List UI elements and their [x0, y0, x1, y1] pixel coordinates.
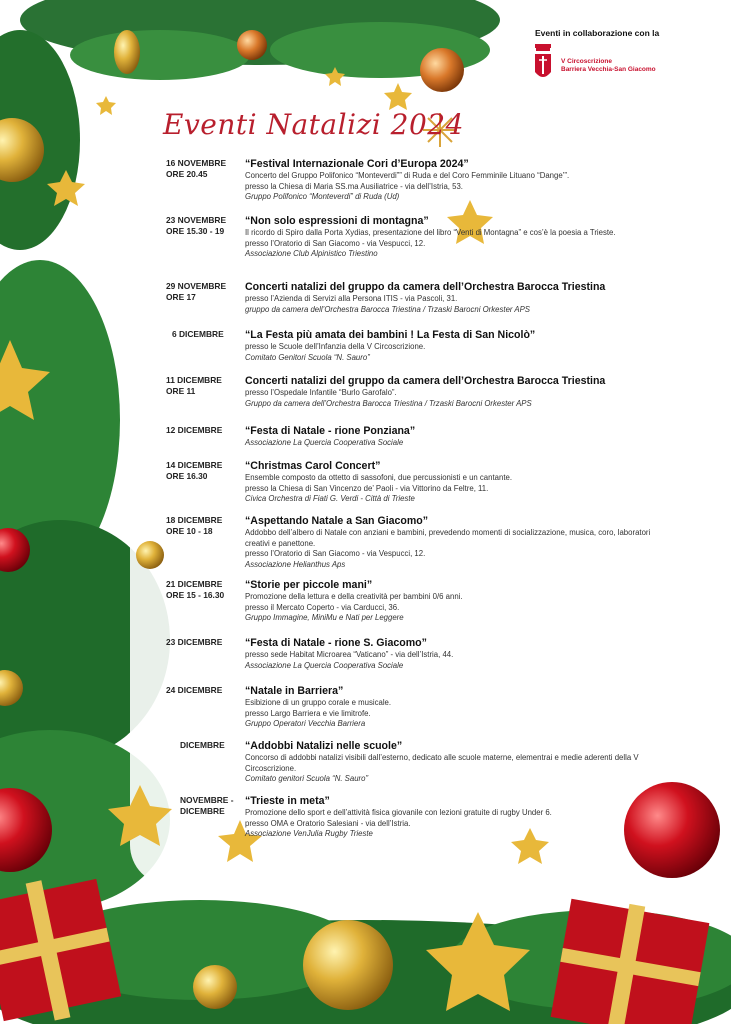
- event-description: Concorso di addobbi natalizi visibili dall’esterno, dedicato alle scuole materne, elementrai e medie aderenti della V Circoscrizione.: [245, 753, 639, 773]
- event-organizer: Gruppo Immagine, MiniMu e Nati per Leggere: [245, 613, 404, 622]
- event-date: 12 DICEMBRE: [166, 425, 223, 435]
- municipality-crest-icon: [533, 44, 553, 84]
- event-description: Esibizione di un gruppo corale e musicale. presso Largo Barriera e vie limitrofe.: [245, 698, 392, 718]
- event-title: “Non solo espressioni di montagna”: [245, 215, 429, 227]
- event-description: Concerto del Gruppo Polifonico “Monteverdi”” di Ruda e del Coro Femminile Lituano “Dange’”. presso la Chiesa di Maria SS.ma Ausiliatrice - via dell’Istria, 53.: [245, 171, 570, 191]
- event-title: “Festa di Natale - rione Ponziana”: [245, 425, 416, 437]
- event-organizer: Associazione Helianthus Aps: [245, 559, 346, 569]
- gold-ornament: [193, 965, 237, 1009]
- event-title: “Natale in Barriera”: [245, 685, 344, 697]
- event-description: Promozione della lettura e della creatività per bambini 0/6 anni. presso il Mercato Coperto - via Carducci, 36.: [245, 592, 463, 612]
- event-description: Promozione dello sport e dell’attività fisica giovanile con lezioni gratuite di rugby Under 6. presso OMA e Oratorio Salesiani - via dell’Istria.: [245, 808, 552, 828]
- event-date: 16 NOVEMBRE ORE 20.45: [166, 158, 227, 179]
- event-description: presso l’Ospedale Infantile “Burlo Garofalo”.: [245, 388, 397, 397]
- event-title: Concerti natalizi del gruppo da camera dell’Orchestra Barocca Triestina: [245, 375, 606, 387]
- gold-ornament: [114, 30, 140, 74]
- circoscrizione-name: V Circoscrizione: [561, 58, 612, 65]
- event-title: “Christmas Carol Concert”: [245, 460, 381, 472]
- event-description: presso sede Habitat Microarea “Vaticano” - via dell’Istria, 44.: [245, 650, 454, 659]
- event-title: “Trieste in meta”: [245, 795, 330, 807]
- gold-ornament: [303, 920, 393, 1010]
- collaboration-header: [533, 28, 723, 84]
- orange-ornament: [420, 48, 464, 92]
- event-organizer: Associazione Club Alpinistico Triestino: [245, 249, 378, 258]
- event-date: DICEMBRE: [180, 740, 225, 750]
- event-organizer: Gruppo Operatori Vecchia Barriera: [245, 719, 366, 728]
- gold-ornament: [136, 541, 164, 569]
- event-title: “Festa di Natale - rione S. Giacomo”: [245, 637, 427, 649]
- event-title: “La Festa più amata dei bambini ! La Festa di San Nicolò”: [245, 329, 536, 341]
- event-title: “Festival Internazionale Cori d’Europa 2024”: [245, 158, 469, 170]
- event-date: 21 DICEMBRE ORE 15 - 16.30: [166, 579, 225, 600]
- event-organizer: Gruppo Polifonico “Monteverdi” di Ruda (Ud): [245, 192, 400, 201]
- event-description: Ensemble composto da ottetto di sassofoni, due percussionisti e un cantante. presso la Chiesa di San Vincenzo de’ Paoli - via Vittorino da Feltre, 11.: [245, 473, 512, 493]
- event-date: 6 DICEMBRE: [172, 329, 224, 339]
- event-title: “Addobbi Natalizi nelle scuole”: [245, 740, 403, 752]
- event-date: 18 DICEMBRE ORE 10 - 18: [166, 515, 223, 536]
- event-description: Addobbo dell’albero di Natale con anziani e bambini, prevedendo momenti di socializzazione, musica, coro, laboratori creativi e panettone. presso l’Oratorio di San Giacomo - via Vespucci, 12.: [245, 528, 651, 558]
- event-description: presso le Scuole dell’Infanzia della V Circoscrizione.: [245, 342, 426, 351]
- event-date: NOVEMBRE - DICEMBRE: [180, 795, 234, 816]
- event-organizer: Civica Orchestra di Fiati G. Verdi - Città di Trieste: [245, 494, 415, 503]
- event-organizer: Associazione La Quercia Cooperativa Sociale: [245, 438, 404, 447]
- event-description: Il ricordo di Spiro dalla Porta Xydias, presentazione del libro “Venti di Montagna” e cos’è la poesia a Trieste. presso l’Oratorio di San Giacomo - via Vespucci, 12.: [245, 228, 616, 248]
- orange-ornament: [237, 30, 267, 60]
- event-title: “Storie per piccole mani”: [245, 579, 373, 591]
- circoscrizione-area: Barriera Vecchia-San Giacomo: [561, 66, 656, 73]
- event-date: 24 DICEMBRE: [166, 685, 223, 695]
- event-organizer: Comitato Genitori Scuola “N. Sauro”: [245, 352, 370, 362]
- event-date: 23 DICEMBRE: [166, 637, 223, 647]
- event-date: 23 NOVEMBRE ORE 15.30 - 19: [166, 215, 227, 236]
- event-date: 29 NOVEMBRE ORE 17: [166, 281, 227, 302]
- collaboration-label: Eventi in collaborazione con la: [535, 28, 660, 38]
- event-organizer: Gruppo da camera dell’Orchestra Barocca Triestina / Trzaski Barocni Orkester APS: [245, 398, 532, 408]
- event-organizer: gruppo da camera dell’Orchestra Barocca Triestina / Trzaski Barocni Orkester APS: [245, 304, 530, 314]
- event-organizer: Comitato genitori Scuola “N. Sauro”: [245, 774, 369, 783]
- page-title: Eventi Natalizi 2024: [163, 108, 464, 141]
- event-organizer: Associazione VenJulia Rugby Trieste: [245, 829, 373, 838]
- event-title: Concerti natalizi del gruppo da camera dell’Orchestra Barocca Triestina: [245, 281, 606, 293]
- event-organizer: Associazione La Quercia Cooperativa Sociale: [245, 660, 404, 670]
- event-title: “Aspettando Natale a San Giacomo”: [245, 515, 429, 527]
- gift-box-right: [551, 899, 710, 1024]
- event-date: 11 DICEMBRE ORE 11: [166, 375, 222, 396]
- event-date: 14 DICEMBRE ORE 16.30: [166, 460, 223, 481]
- event-description: presso l’Azienda di Servizi alla Persona ITIS - via Pascoli, 31.: [245, 294, 458, 303]
